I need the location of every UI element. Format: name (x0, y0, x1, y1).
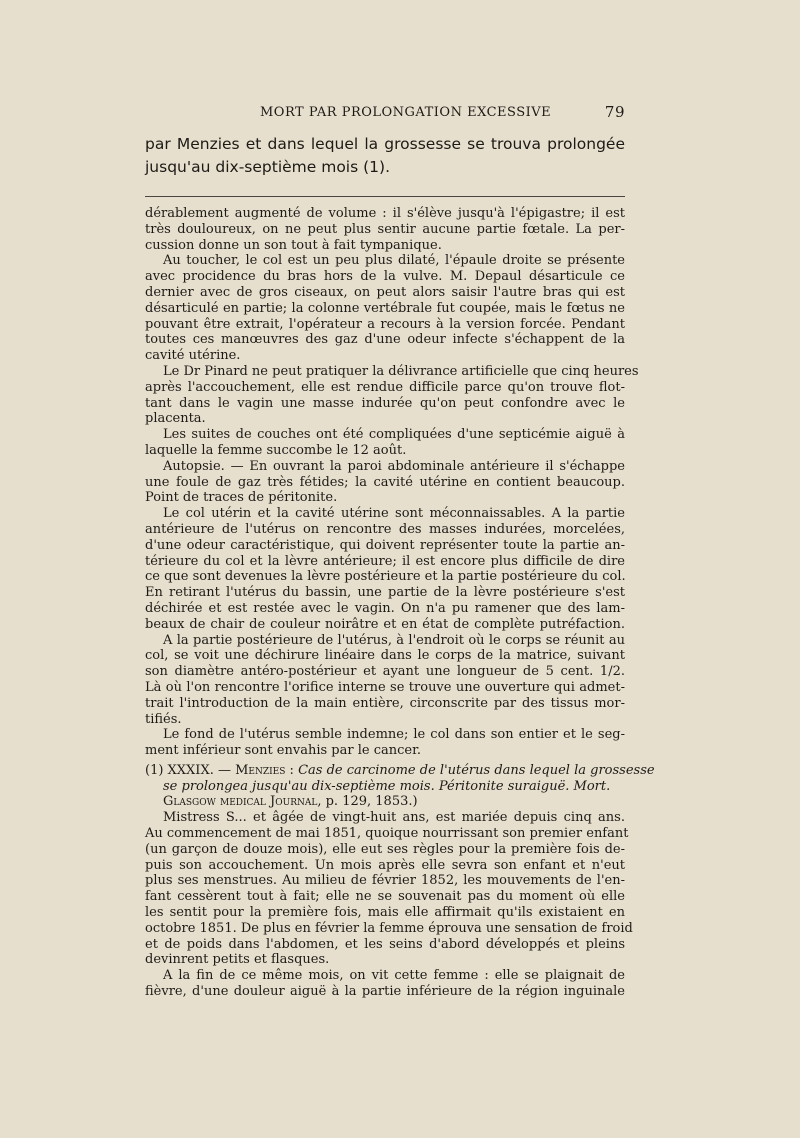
text-line: ce que sont devenues la lèvre postérieure et la partie postérieure du col. (145, 569, 626, 585)
text-line: très douloureux, on ne peut plus sentir aucune partie fœtale. La per- (145, 221, 625, 237)
text-line: Au toucher, le col est un peu plus dilaté, l'épaule droite se présente (163, 253, 625, 269)
text-line: cussion donne un son tout à fait tympanique. (145, 237, 442, 253)
text-line: et de poids dans l'abdomen, et les seins d'abord développés et pleins (145, 936, 625, 952)
text-line: fièvre, d'une douleur aiguë à la partie inférieure de la région inguinale (145, 984, 625, 1000)
text-line: dérablement augmenté de volume : il s'élève jusqu'à l'épigastre; il est (145, 206, 625, 221)
text-line: dernier avec de gros ciseaux, on peut alors saisir l'autre bras qui est (145, 284, 625, 300)
text-line: trait l'introduction de la main entière, circonscrite par des tissus mor- (145, 695, 625, 711)
footnote-author: Menzies (235, 762, 286, 778)
text-line: avec procidence du bras hors de la vulve. M. Depaul désarticule ce (145, 269, 625, 285)
text-line: après l'accouchement, elle est rendue difficile parce qu'on trouve flot- (145, 379, 625, 395)
footnote-sep: : (285, 762, 299, 778)
text-line: désarticulé en partie; la colonne vertébrale fut coupée, mais le fœtus ne (145, 300, 625, 316)
text-line: Le fond de l'utérus semble indemne; le col dans son entier et le seg- (163, 727, 625, 743)
text-line: devinrent petits et flasques. (145, 952, 330, 968)
text-line: col, se voit une déchirure linéaire dans le corps de la matrice, suivant (145, 648, 625, 664)
text-line: Autopsie. — En ouvrant la paroi abdominale antérieure il s'échappe (163, 458, 625, 474)
text-line: Le col utérin et la cavité utérine sont méconnaissables. A la partie (163, 506, 625, 522)
footnote-line: se prolongea jusqu'au dix-septième mois. Péritonite suraiguë. Mort. (163, 778, 611, 794)
page-number: 79 (604, 103, 625, 121)
lead-title (145, 133, 625, 179)
text-line: tant dans le vagin une masse indurée qu'on peut confondre avec le (145, 395, 625, 411)
footnote-line (145, 762, 655, 779)
text-line: fant cessèrent tout à fait; elle ne se souvenait pas du moment où elle (145, 889, 625, 905)
text-line: placenta. (145, 411, 206, 427)
text-line: En retirant l'utérus du bassin, une partie de la lèvre postérieure s'est (145, 585, 625, 601)
footnote-title: Cas de carcinome de l'utérus dans lequel la grossesse (298, 762, 655, 778)
text-line: Point de traces de péritonite. (145, 490, 338, 506)
text-line: beaux de chair de couleur noirâtre et en état de complète putréfaction. (145, 616, 625, 632)
text-line: tifiés. (145, 711, 182, 727)
running-head (145, 103, 625, 123)
text-line: antérieure de l'utérus on rencontre des masses indurées, morcelées, (145, 521, 625, 537)
text-line: Le Dr Pinard ne peut pratiquer la délivrance artificielle que cinq heures (163, 363, 639, 379)
text-line: octobre 1851. De plus en février la femme éprouva une sensation de froid (145, 920, 633, 936)
text-line: cavité utérine. (145, 348, 241, 364)
text-line: son diamètre antéro-postérieur et ayant une longueur de 5 cent. 1/2. (145, 664, 625, 680)
text-line: (un garçon de douze mois), elle eut ses règles pour la première fois de- (145, 841, 625, 857)
text-line: puis son accouchement. Un mois après elle sevra son enfant et n'eut (145, 857, 625, 873)
text-line: laquelle la femme succombe le 12 août. (145, 442, 407, 458)
text-line: pouvant être extrait, l'opérateur a recours à la version forcée. Pendant (145, 316, 625, 332)
text-line: térieure du col et la lèvre antérieure; il est encore plus difficile de dire (145, 553, 625, 569)
text-line: déchirée et est restée avec le vagin. On n'a pu ramener que des lam- (145, 600, 625, 616)
lead-line: jusqu'au dix-septième mois (1). (145, 158, 390, 176)
text-line: d'une odeur caractéristique, qui doivent représenter toute la partie an- (145, 537, 625, 553)
running-title: MORT PAR PROLONGATION EXCESSIVE (260, 105, 552, 120)
text-line: A la partie postérieure de l'utérus, à l'endroit où le corps se réunit au (163, 632, 625, 648)
separator-rule (145, 196, 625, 197)
text-line: ment inférieur sont envahis par le cancer. (145, 743, 421, 759)
footnote-marker: (1) XXXIX. — (145, 762, 236, 778)
text-line: une foule de gaz très fétides; la cavité utérine en contient beaucoup. (145, 474, 625, 490)
body-text (145, 206, 655, 1000)
footnote-journal: Glasgow medical Journal (163, 794, 318, 810)
text-line: Au commencement de mai 1851, quoique nourrissant son premier enfant (145, 826, 629, 842)
text-line: les sentit pour la première fois, mais elle affirmait qu'ils existaient en (145, 905, 625, 921)
footnote-ref: , p. 129, 1853.) (317, 794, 418, 810)
text-line: Mistress S... et âgée de vingt-huit ans, est mariée depuis cinq ans. (163, 810, 625, 826)
text-line: Là où l'on rencontre l'orifice interne se trouve une ouverture qui admet- (145, 679, 625, 695)
text-line: toutes ces manœuvres des gaz d'une odeur infecte s'échappent de la (145, 332, 625, 348)
lead-line: par Menzies et dans lequel la grossesse se trouva prolongée (145, 135, 625, 153)
text-line: A la fin de ce même mois, on vit cette femme : elle se plaignait de (163, 968, 625, 984)
footnote-line (145, 794, 625, 810)
text-line: Les suites de couches ont été compliquées d'une septicémie aiguë à (163, 427, 625, 443)
text-line: plus ses menstrues. Au milieu de février 1852, les mouvements de l'en- (145, 873, 625, 889)
